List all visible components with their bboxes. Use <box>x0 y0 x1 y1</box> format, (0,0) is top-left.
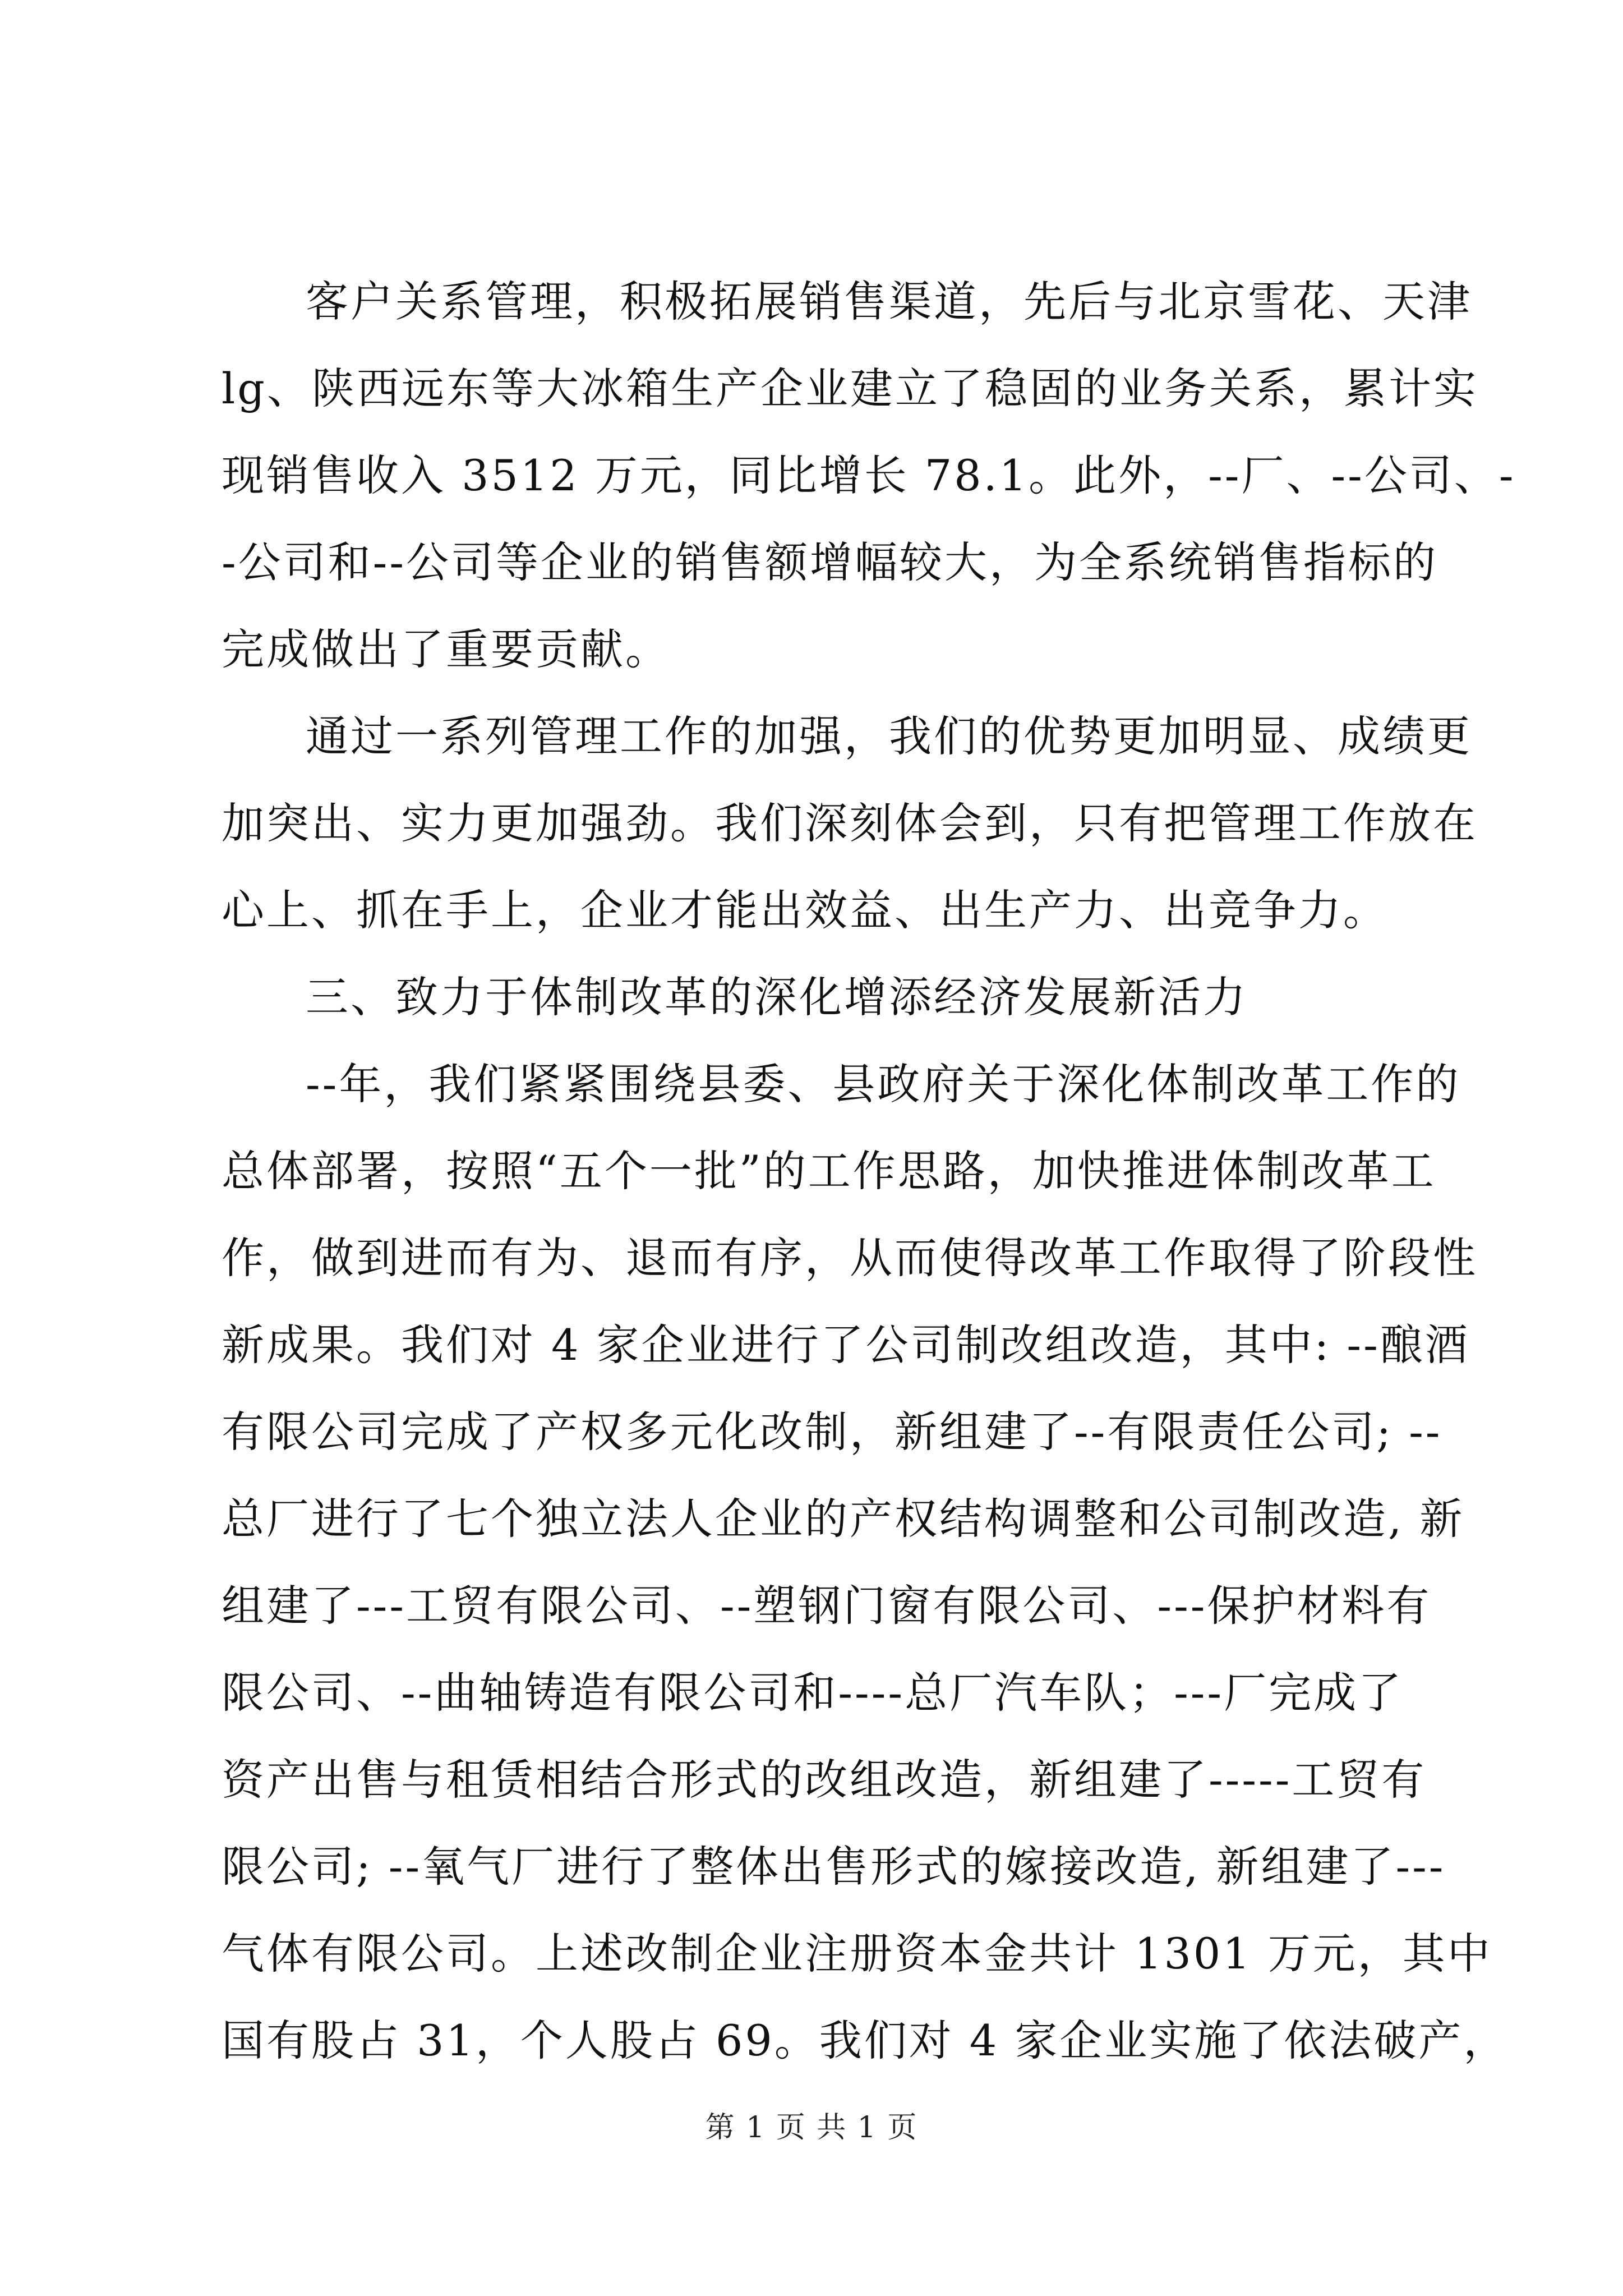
text-line: 总厂进行了七个独立法人企业的产权结构调整和公司制改造, 新 <box>222 1494 1465 1544</box>
text-line: 限公司、--曲轴铸造有限公司和----总厂汽车队；---厂完成了 <box>222 1668 1404 1718</box>
text-line: 新成果。我们对 4 家企业进行了公司制改组改造，其中: --酿酒 <box>222 1320 1470 1370</box>
text-line: lg、陕西远东等大冰箱生产企业建立了稳固的业务关系，累计实 <box>222 364 1478 413</box>
document-body <box>222 258 1516 2084</box>
text-line: 组建了---工贸有限公司、--塑钢门窗有限公司、---保护材料有 <box>222 1581 1432 1631</box>
text-line: 通过一系列管理工作的加强，我们的优势更加明显、成绩更 <box>306 711 1472 761</box>
text-line: -公司和--公司等企业的销售额增幅较大，为全系统销售指标的 <box>222 537 1438 587</box>
text-line: 客户关系管理，积极拓展销售渠道，先后与北京雪花、天津 <box>306 277 1472 326</box>
text-line: 气体有限公司。上述改制企业注册资本金共计 1301 万元，其中 <box>222 1929 1492 1978</box>
text-line: --年，我们紧紧围绕县委、县政府关于深化体制改革工作的 <box>306 1059 1461 1109</box>
text-line: 心上、抓在手上，企业才能出效益、出生产力、出竞争力。 <box>222 885 1388 935</box>
text-line: 作，做到进而有为、退而有序，从而使得改革工作取得了阶段性 <box>222 1233 1478 1283</box>
text-line: 有限公司完成了产权多元化改制，新组建了--有限责任公司; -- <box>222 1407 1442 1457</box>
page-number-footer: 第 1 页 共 1 页 <box>705 2111 918 2145</box>
text-line: 限公司; --氧气厂进行了整体出售形式的嫁接改造, 新组建了--- <box>222 1842 1446 1892</box>
text-line: 国有股占 31，个人股占 69。我们对 4 家企业实施了依法破产， <box>222 2016 1509 2065</box>
text-line: 现销售收入 3512 万元，同比增长 78.1。此外，--厂、--公司、- <box>222 450 1516 500</box>
section-heading: 三、致力于体制改革的深化增添经济发展新活力 <box>306 972 1248 1022</box>
text-line: 资产出售与租赁相结合形式的改组改造，新组建了-----工贸有 <box>222 1755 1427 1805</box>
text-line: 总体部署，按照“五个一批”的工作思路，加快推进体制改革工 <box>222 1146 1436 1196</box>
text-line: 加突出、实力更加强劲。我们深刻体会到，只有把管理工作放在 <box>222 798 1478 848</box>
text-line: 完成做出了重要贡献。 <box>222 624 670 674</box>
